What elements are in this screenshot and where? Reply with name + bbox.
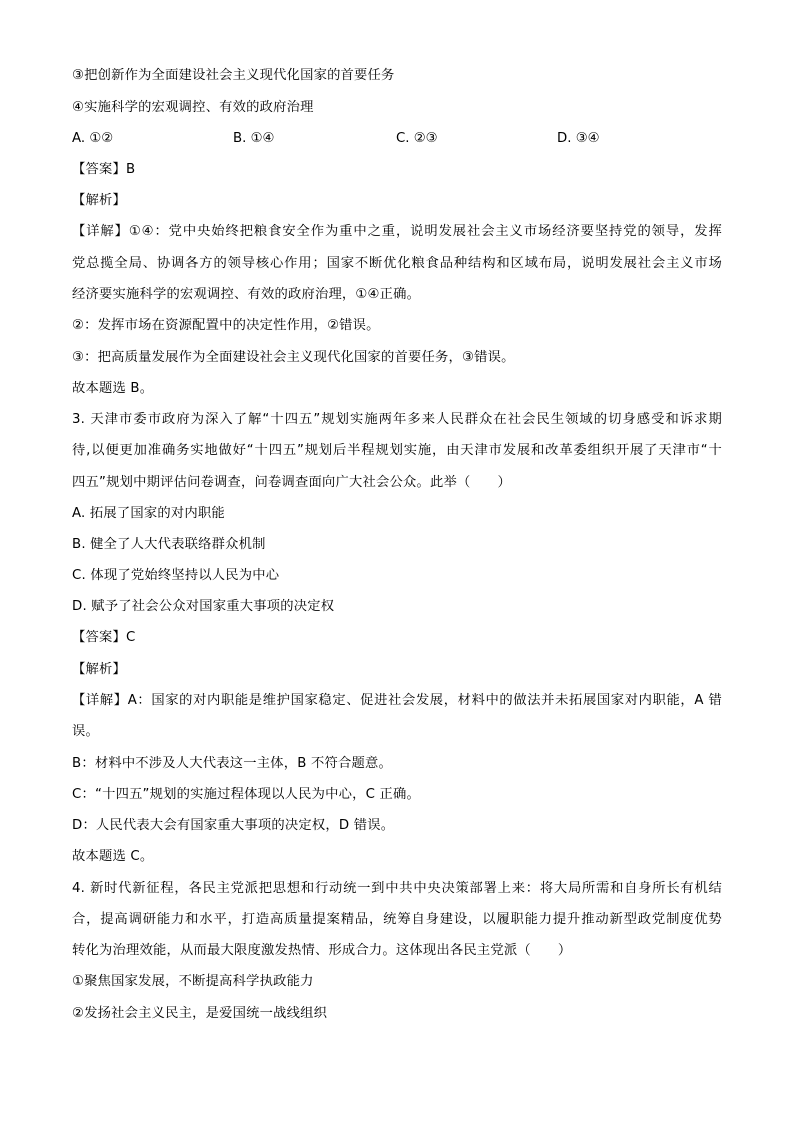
- q3-analysis-label: 【解析】: [72, 662, 126, 677]
- q2-statement-3: ③把创新作为全面建设社会主义现代化国家的首要任务: [72, 68, 395, 83]
- q3-conclusion: 故本题选 C。: [72, 849, 154, 864]
- q4-stem-line: 4. 新时代新征程，各民主党派把思想和行动统一到中共中央决策部署上来：将大局所需和自身所长有机结: [72, 881, 722, 896]
- q2-option-d: D. ③④: [557, 131, 600, 146]
- q3-option-d: D. 赋予了社会公众对国家重大事项的决定权: [72, 599, 335, 614]
- q3-detail-line: B：材料中不涉及人大代表这一主体，B 不符合题意。: [72, 756, 393, 771]
- q3-detail-line: 误。: [72, 724, 99, 739]
- q2-detail-line: 党总揽全局、协调各方的领导核心作用；国家不断优化粮食品种结构和区域布局，说明发展社会主义市场: [72, 256, 722, 271]
- q3-option-a: A. 拓展了国家的对内职能: [72, 506, 225, 521]
- q3-detail-line: 【详解】A：国家的对内职能是维护国家稳定、促进社会发展，材料中的做法并未拓展国家对内职能，A 错: [72, 693, 722, 708]
- q3-stem-line: 待,以便更加准确务实地做好“十四五”规划后半程规划实施，由天津市发展和改革委组织开展了天津市“十: [72, 443, 722, 458]
- q2-analysis-label: 【解析】: [72, 193, 126, 208]
- q2-option-c: C. ②③: [396, 131, 438, 146]
- q4-statement-1: ①聚焦国家发展，不断提高科学执政能力: [72, 974, 314, 989]
- q2-answer: 【答案】B: [72, 162, 136, 177]
- q4-statement-2: ②发扬社会主义民主，是爱国统一战线组织: [72, 1006, 328, 1021]
- q2-detail-line: ②：发挥市场在资源配置中的决定性作用，②错误。: [72, 318, 380, 333]
- q2-option-a: A. ①②: [72, 131, 114, 146]
- q2-detail-line: ③：把高质量发展作为全面建设社会主义现代化国家的首要任务，③错误。: [72, 350, 515, 365]
- q3-detail-line: C：“十四五”规划的实施过程体现以人民为中心，C 正确。: [72, 787, 421, 802]
- q3-stem-line: 四五”规划中期评估问卷调查，问卷调查面向广大社会公众。此举（ ）: [72, 475, 511, 490]
- q2-option-b: B. ①④: [233, 131, 275, 146]
- q2-conclusion: 故本题选 B。: [72, 381, 154, 396]
- q2-detail-line: 【详解】①④：党中央始终把粮食安全作为重中之重，说明发展社会主义市场经济要坚持党的领导，发挥: [72, 224, 722, 239]
- q2-statement-4: ④实施科学的宏观调控、有效的政府治理: [72, 100, 314, 115]
- q3-option-c: C. 体现了党始终坚持以人民为中心: [72, 568, 280, 583]
- q3-option-b: B. 健全了人大代表联络群众机制: [72, 537, 266, 552]
- q2-detail-line: 经济要实施科学的宏观调控、有效的政府治理，①④正确。: [72, 287, 421, 302]
- q4-stem-line: 合，提高调研能力和水平，打造高质量提案精品，统筹自身建设，以履职能力提升推动新型政党制度优势: [72, 912, 722, 927]
- q4-stem-line: 转化为治理效能，从而最大限度激发热情、形成合力。这体现出各民主党派（ ）: [72, 943, 572, 958]
- q3-detail-line: D：人民代表大会有国家重大事项的决定权，D 错误。: [72, 818, 395, 833]
- q3-stem-line: 3. 天津市委市政府为深入了解“十四五”规划实施两年多来人民群众在社会民生领域的切身感受和诉求期: [72, 412, 722, 427]
- q3-answer: 【答案】C: [72, 630, 136, 645]
